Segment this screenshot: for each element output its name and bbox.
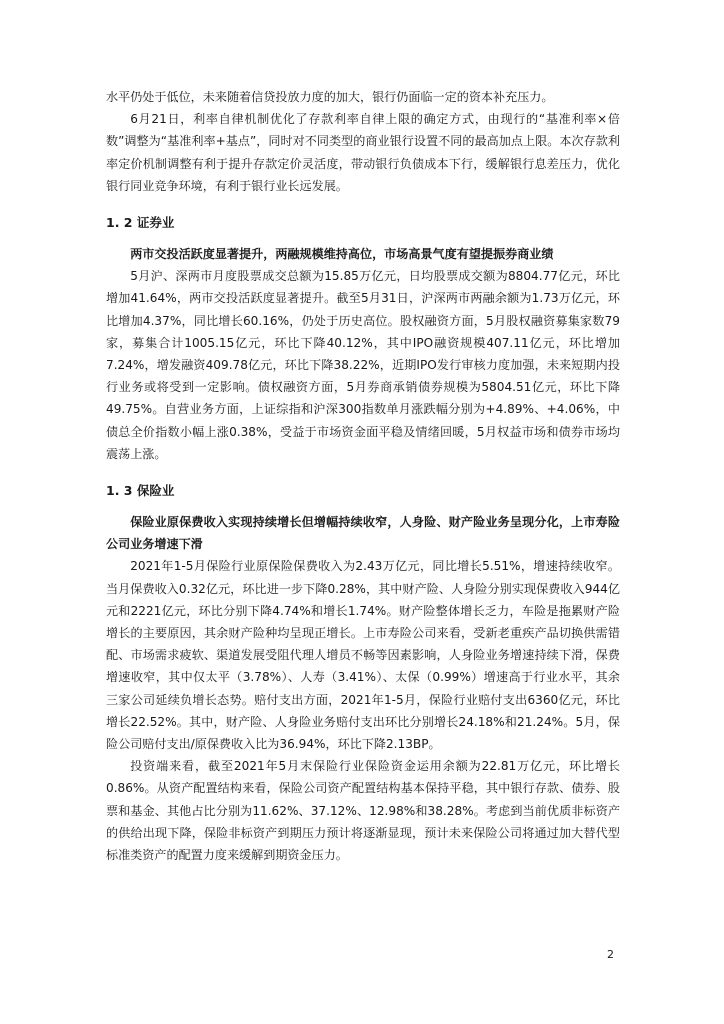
page-number: 2 [607,948,614,961]
securities-subheading: 两市交投活跃度显著提升，两融规模维持高位，市场高景气度有望提振券商业绩 [130,247,554,262]
intro-paragraph-1: 水平仍处于低位，未来随着信贷投放力度的加大，银行仍面临一定的资本补充压力。 [106,90,554,104]
document-page [106,86,620,866]
section-heading-insurance: 1. 3 保险业 [106,483,175,499]
insurance-body-1: 2021年1-5月保险行业原保险保费收入为2.43万亿元，同比增长5.51%，增速持续收窄。当月保费收入0.32亿元，环比进一步下降0.28%，其中财产险、人身险分别实现保费收入944亿元和2221亿元，环比分别下降4.74%和增长1.74%。财产险整体增长乏力，车险是拖累财产险增长的主要原因，其余财产险种均呈现正增长。上市寿险公司来看，受新老重疾产品切换供需错配、市场需求疲软、渠道发展受阻代理人增员不畅等因素影响，人身险业务增速持续下滑，保费增速收窄，其中仅太平（3.78%）、人寿（3.41%）、太保（0.99%）增速高于行业水平，其余三家公司延续负增长态势。赔付支出方面，2021年1-5月，保险行业赔付支出6360亿元，环比增长22.52%。其中，财产险、人身险业务赔付支出环比分别增长24.18%和21.24%。5月，保险公司赔付支出/原保费收入比为36.94%，环比下降2.13BP。 [106,559,620,752]
insurance-body-2: 投资端来看，截至2021年5月末保险行业保险资金运用余额为22.81万亿元，环比增长0.86%。从资产配置结构来看，保险公司资产配置结构基本保持平稳，其中银行存款、债券、股票和基金、其他占比分别为11.62%、37.12%、12.98%和38.28%。考虑到当前优质非标资产的供给出现下降，保险非标资产到期压力预计将逐渐显现，预计未来保险公司将通过加大替代型标准类资产的配置力度来缓解到期资金压力。 [106,759,620,863]
intro-paragraph-2: 6月21日，利率自律机制优化了存款利率自律上限的确定方式，由现行的“基准利率×倍数”调整为“基准利率+基点”，同时对不同类型的商业银行设置不同的最高加点上限。本次存款利率定价机制调整有利于提升存款定价灵活度，带动银行负债成本下行，缓解银行息差压力，优化银行同业竞争环境，有利于银行业长远发展。 [106,112,620,193]
securities-body: 5月沪、深两市月度股票成交总额为15.85万亿元，日均股票成交额为8804.77亿元，环比增加41.64%，两市交投活跃度显著提升。截至5月31日，沪深两市两融余额为1.73万亿元，环比增加4.37%，同比增长60.16%，仍处于历史高位。股权融资方面，5月股权融资募集家数79家，募集合计1005.15亿元，环比下降40.12%，其中IPO融资规模407.11亿元，环比增加7.24%，增发融资409.78亿元，环比下降38.22%，近期IPO发行审核力度加强，未来短期内投行业务或将受到一定影响。债权融资方面，5月券商承销债券规模为5804.51亿元，环比下降49.75%。自营业务方面，上证综指和沪深300指数单月涨跌幅分别为+4.89%、+4.06%，中债总全价指数小幅上涨0.38%，受益于市场资金面平稳及情绪回暖，5月权益市场和债券市场均震荡上涨。 [106,269,620,461]
insurance-subheading: 保险业原保费收入实现持续增长但增幅持续收窄，人身险、财产险业务呈现分化，上市寿险公司业务增速下滑 [106,515,620,552]
section-heading-securities: 1. 2 证券业 [106,215,175,231]
